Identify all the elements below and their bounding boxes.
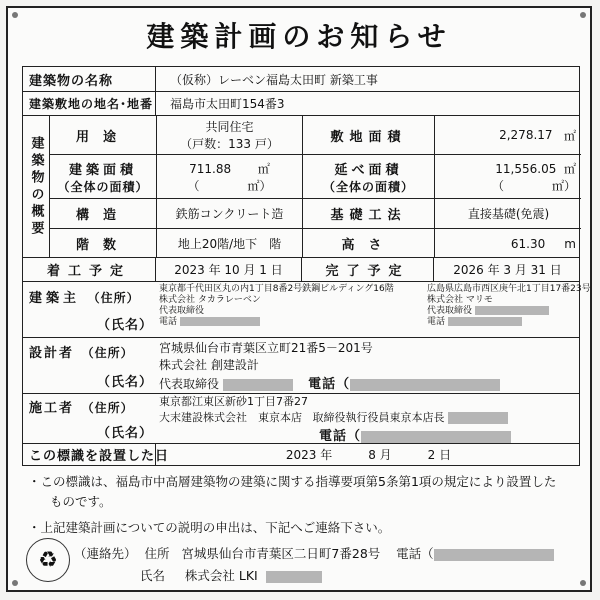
completion-label: 完了予定 — [301, 258, 433, 281]
contractor-tel-label: 電話（ — [319, 429, 362, 444]
row-schedule — [23, 257, 579, 281]
row-use — [50, 116, 581, 154]
floor-area-label: 延べ面積 — [334, 162, 403, 178]
contact-address-label: 住所 — [144, 546, 170, 561]
owner-label: 建築主 — [29, 290, 81, 306]
note-line-2: ものです。 — [50, 494, 112, 509]
owner-right-company: 株式会社 マリモ — [427, 295, 493, 305]
contact-tel-label: 電話（ — [396, 546, 434, 561]
floors-value: 地上20階/地下 階 — [156, 229, 302, 258]
row-building-name — [23, 67, 579, 91]
contractor-address: 東京都江東区新砂1丁目7番27 — [159, 395, 308, 408]
site-area-unit: ㎡ — [563, 128, 576, 143]
floor-area-total: （ ㎡） — [491, 178, 576, 193]
building-area-unit: ㎡ — [257, 161, 270, 176]
use-value: 共同住宅 — [205, 120, 254, 134]
contractor-rep: 取締役執行役員東京本店長 — [312, 411, 445, 424]
designer-address: 宮城県仙台市青葉区立町21番5－201号 — [159, 341, 373, 355]
owner-left-tel: 電話 — [159, 317, 178, 327]
owner-left-rep: 代表取締役 — [159, 306, 205, 316]
row-site-address — [23, 91, 579, 115]
floor-area-unit: ㎡ — [563, 161, 576, 176]
building-area-label: 建築面積 — [68, 162, 137, 178]
contractor-name-label: （氏名） — [97, 425, 154, 441]
building-area-sub: （全体の面積） — [57, 179, 149, 194]
contractor-address-label: （住所） — [81, 400, 134, 415]
recycle-logo-icon: ♻ — [26, 538, 70, 582]
owner-address-label: （住所） — [87, 290, 140, 305]
height-unit: m — [564, 236, 576, 251]
redacted-block — [448, 412, 508, 424]
contact-name: 株式会社 LKI — [184, 568, 258, 583]
note-line-3: ・上記建築計画についての説明の申出は、下記へご連絡下さい。 — [28, 520, 391, 535]
building-name-value: （仮称）レーベン福島太田町 新築工事 — [155, 67, 581, 91]
site-address-value: 福島市太田町154番3 — [155, 92, 581, 115]
posted-value: 2023 年 8 月 2 日 — [155, 444, 581, 465]
screw — [12, 580, 18, 586]
foundation-value: 直接基礎(免震) — [434, 199, 582, 228]
building-area-value: 711.88 — [189, 161, 232, 176]
info-table — [22, 66, 591, 466]
floors-label: 階数 — [75, 238, 130, 253]
unit-count: （戸数：133 戸） — [180, 137, 279, 151]
overview-label: 建築物の概要 — [28, 136, 44, 238]
designer-rep: 代表取締役 — [159, 377, 220, 391]
notes-section — [22, 470, 580, 590]
building-name-label: 建築物の名称 — [29, 73, 114, 89]
note-line-1: ・この標識は、福島市中高層建築物の建築に関する指導要項第5条第1項の規定により設置した — [28, 474, 557, 489]
row-floors — [50, 228, 581, 258]
owner-left-company: 株式会社 タカラレーベン — [159, 295, 261, 305]
redacted-block — [361, 431, 511, 443]
designer-company: 株式会社 創建設計 — [159, 358, 259, 372]
redacted-block — [475, 306, 549, 315]
contractor-label: 施工者 — [29, 400, 75, 416]
structure-value: 鉄筋コンクリート造 — [156, 199, 302, 228]
foundation-label: 基礎工法 — [302, 199, 434, 228]
designer-address-label: （住所） — [81, 345, 134, 360]
redacted-block — [180, 317, 260, 326]
owner-right-rep: 代表取締役 — [427, 306, 473, 316]
posted-label: この標識を設置した日 — [29, 449, 170, 464]
contact-name-label: 氏名 — [140, 568, 166, 583]
row-designer — [23, 337, 579, 393]
redacted-block — [266, 571, 322, 583]
screw — [580, 580, 586, 586]
row-contractor — [23, 393, 579, 443]
redacted-block — [223, 379, 293, 391]
redacted-block — [448, 317, 522, 326]
completion-value: 2026 年 3 月 31 日 — [433, 258, 581, 281]
redacted-block — [434, 549, 554, 561]
row-owner — [23, 281, 591, 337]
owner-right-tel: 電話 — [427, 317, 446, 327]
redacted-block — [350, 379, 500, 391]
notice-title: 建築計画のお知らせ — [146, 20, 452, 53]
row-area — [50, 154, 581, 198]
designer-tel-label: 電話（ — [308, 377, 351, 392]
contact-label: （連絡先） — [74, 546, 137, 561]
use-label: 用途 — [75, 129, 130, 145]
start-label: 着工予定 — [46, 264, 131, 279]
building-area-total: （ ㎡） — [187, 178, 272, 193]
height-label: 高さ — [302, 229, 434, 258]
site-area-value: 2,278.17 — [499, 128, 553, 142]
owner-left-address: 東京都千代田区丸の内1丁目8番2号鉄鋼ビルディング16階 — [159, 284, 394, 294]
floor-area-sub: （全体の面積） — [322, 179, 414, 194]
designer-name-label: （氏名） — [97, 374, 154, 390]
floor-area-value: 11,556.05 — [495, 161, 557, 176]
owner-right-address: 広島県広島市西区庚午北1丁目17番23号 — [427, 284, 591, 294]
height-value: 61.30 — [510, 236, 546, 251]
row-structure — [50, 198, 581, 228]
notice-board — [6, 6, 592, 592]
contractor-company: 大末建設株式会社 東京本店 — [159, 411, 302, 424]
site-area-label: 敷地面積 — [302, 116, 434, 154]
contact-address: 宮城県仙台市青葉区二日町7番28号 — [181, 546, 381, 561]
row-posted — [23, 443, 579, 465]
site-address-label: 建築敷地の地名･地番 — [29, 97, 154, 111]
start-value: 2023 年 10 月 1 日 — [155, 258, 301, 281]
structure-label: 構造 — [75, 208, 130, 223]
overview-block — [23, 115, 579, 257]
designer-label: 設計者 — [29, 345, 75, 361]
owner-name-label: （氏名） — [97, 317, 154, 333]
